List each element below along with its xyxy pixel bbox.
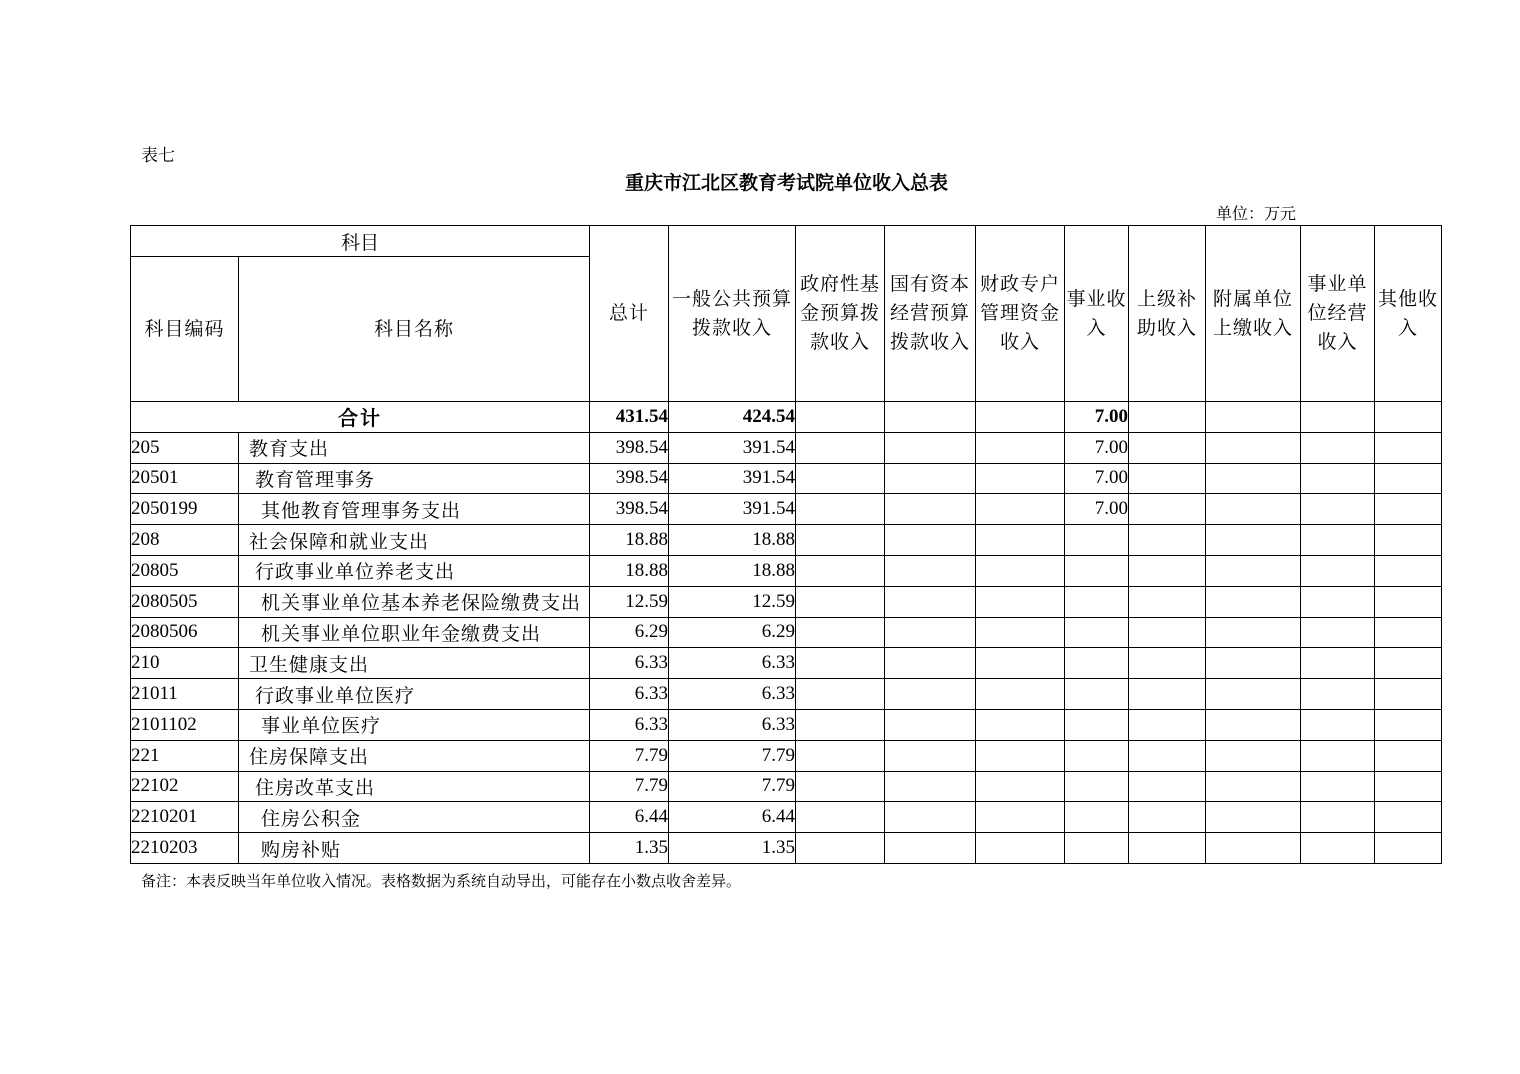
- table-row: [131, 617, 1442, 648]
- total-cell-business-income: 7.00: [1065, 402, 1129, 433]
- cell-state-capital-budget: [885, 432, 976, 463]
- cell-gov-fund-budget: [796, 555, 885, 586]
- cell-business-operation: [1301, 494, 1375, 525]
- document-title: 重庆市江北区教育考试院单位收入总表: [624, 172, 948, 194]
- cell-state-capital-budget: [885, 771, 976, 802]
- cell-superior-subsidy: [1129, 463, 1206, 494]
- cell-fiscal-special-account: [976, 432, 1065, 463]
- cell-business-income: [1065, 709, 1129, 740]
- total-cell-other-income: [1375, 402, 1442, 433]
- cell-fiscal-special-account: [976, 679, 1065, 710]
- cell-gov-fund-budget: [796, 432, 885, 463]
- cell-gov-fund-budget: [796, 494, 885, 525]
- cell-affiliated-turnover: [1206, 771, 1301, 802]
- cell-affiliated-turnover: [1206, 586, 1301, 617]
- table-row: [131, 740, 1442, 771]
- cell-gov-fund-budget: [796, 802, 885, 833]
- cell-fiscal-special-account: [976, 833, 1065, 864]
- cell-business-operation: [1301, 833, 1375, 864]
- cell-affiliated-turnover: [1206, 463, 1301, 494]
- cell-business-operation: [1301, 648, 1375, 679]
- cell-affiliated-turnover: [1206, 740, 1301, 771]
- footnote: 备注：本表反映当年单位收入情况。表格数据为系统自动导出，可能存在小数点收舍差异。: [141, 872, 742, 890]
- table-row: [131, 802, 1442, 833]
- cell-affiliated-turnover: [1206, 709, 1301, 740]
- subject-name-cell: 教育支出: [239, 432, 590, 463]
- subject-code-cell: 2101102: [131, 709, 239, 740]
- table-number-label: 表七: [141, 146, 175, 166]
- header-business-income: 事业收入: [1065, 226, 1129, 402]
- cell-affiliated-turnover: [1206, 679, 1301, 710]
- subject-name-cell: 行政事业单位养老支出: [239, 555, 590, 586]
- cell-business-operation: [1301, 617, 1375, 648]
- subject-code-cell: 221: [131, 740, 239, 771]
- cell-other-income: [1375, 432, 1442, 463]
- subject-name-cell: 教育管理事务: [239, 463, 590, 494]
- total-cell-fiscal-special-account: [976, 402, 1065, 433]
- cell-superior-subsidy: [1129, 525, 1206, 556]
- cell-other-income: [1375, 771, 1442, 802]
- cell-total: 6.33: [590, 709, 669, 740]
- cell-affiliated-turnover: [1206, 525, 1301, 556]
- cell-other-income: [1375, 833, 1442, 864]
- cell-other-income: [1375, 709, 1442, 740]
- subject-code-cell: 208: [131, 525, 239, 556]
- cell-state-capital-budget: [885, 586, 976, 617]
- cell-affiliated-turnover: [1206, 494, 1301, 525]
- table-row: [131, 709, 1442, 740]
- subject-name-cell: 住房保障支出: [239, 740, 590, 771]
- cell-general-public-budget: 6.33: [669, 709, 796, 740]
- cell-business-operation: [1301, 740, 1375, 771]
- cell-total: 18.88: [590, 555, 669, 586]
- table-row: [131, 432, 1442, 463]
- subject-name-cell: 机关事业单位基本养老保险缴费支出: [239, 586, 590, 617]
- subject-name-cell: 其他教育管理事务支出: [239, 494, 590, 525]
- table-row: [131, 494, 1442, 525]
- cell-general-public-budget: 391.54: [669, 463, 796, 494]
- total-cell-gov-fund-budget: [796, 402, 885, 433]
- cell-general-public-budget: 1.35: [669, 833, 796, 864]
- cell-superior-subsidy: [1129, 802, 1206, 833]
- cell-superior-subsidy: [1129, 586, 1206, 617]
- cell-fiscal-special-account: [976, 648, 1065, 679]
- cell-general-public-budget: 6.33: [669, 648, 796, 679]
- total-cell-total: 431.54: [590, 402, 669, 433]
- cell-total: 7.79: [590, 740, 669, 771]
- cell-business-operation: [1301, 771, 1375, 802]
- cell-gov-fund-budget: [796, 463, 885, 494]
- cell-business-operation: [1301, 432, 1375, 463]
- cell-business-operation: [1301, 679, 1375, 710]
- cell-total: 398.54: [590, 494, 669, 525]
- cell-business-income: 7.00: [1065, 463, 1129, 494]
- subject-name-cell: 住房公积金: [239, 802, 590, 833]
- header-superior-subsidy: 上级补助收入: [1129, 226, 1206, 402]
- cell-superior-subsidy: [1129, 555, 1206, 586]
- cell-gov-fund-budget: [796, 771, 885, 802]
- cell-state-capital-budget: [885, 648, 976, 679]
- cell-total: 398.54: [590, 432, 669, 463]
- cell-general-public-budget: 6.44: [669, 802, 796, 833]
- cell-business-operation: [1301, 525, 1375, 556]
- table-row: [131, 586, 1442, 617]
- table-row: [131, 679, 1442, 710]
- cell-business-income: [1065, 586, 1129, 617]
- cell-total: 6.33: [590, 679, 669, 710]
- cell-business-income: 7.00: [1065, 494, 1129, 525]
- cell-superior-subsidy: [1129, 432, 1206, 463]
- table-row: [131, 555, 1442, 586]
- cell-business-income: [1065, 648, 1129, 679]
- cell-state-capital-budget: [885, 709, 976, 740]
- cell-business-income: [1065, 771, 1129, 802]
- cell-other-income: [1375, 679, 1442, 710]
- cell-business-income: [1065, 679, 1129, 710]
- cell-state-capital-budget: [885, 679, 976, 710]
- cell-other-income: [1375, 802, 1442, 833]
- subject-code-cell: 210: [131, 648, 239, 679]
- cell-business-income: [1065, 617, 1129, 648]
- cell-superior-subsidy: [1129, 709, 1206, 740]
- header-row-top: [131, 226, 1442, 257]
- cell-business-income: [1065, 802, 1129, 833]
- cell-state-capital-budget: [885, 525, 976, 556]
- cell-superior-subsidy: [1129, 679, 1206, 710]
- subject-code-cell: 20501: [131, 463, 239, 494]
- cell-fiscal-special-account: [976, 494, 1065, 525]
- subject-name-cell: 购房补贴: [239, 833, 590, 864]
- cell-business-operation: [1301, 463, 1375, 494]
- total-cell-business-operation: [1301, 402, 1375, 433]
- cell-business-operation: [1301, 586, 1375, 617]
- cell-general-public-budget: 6.29: [669, 617, 796, 648]
- total-cell-superior-subsidy: [1129, 402, 1206, 433]
- cell-superior-subsidy: [1129, 771, 1206, 802]
- cell-state-capital-budget: [885, 463, 976, 494]
- cell-general-public-budget: 18.88: [669, 525, 796, 556]
- subject-code-cell: 2080506: [131, 617, 239, 648]
- cell-other-income: [1375, 494, 1442, 525]
- header-business-operation: 事业单位经营收入: [1301, 226, 1375, 402]
- cell-superior-subsidy: [1129, 833, 1206, 864]
- cell-fiscal-special-account: [976, 525, 1065, 556]
- cell-business-income: [1065, 833, 1129, 864]
- cell-other-income: [1375, 463, 1442, 494]
- subject-code-cell: 2080505: [131, 586, 239, 617]
- cell-affiliated-turnover: [1206, 802, 1301, 833]
- cell-other-income: [1375, 617, 1442, 648]
- cell-general-public-budget: 12.59: [669, 586, 796, 617]
- cell-business-operation: [1301, 555, 1375, 586]
- table-row: [131, 463, 1442, 494]
- total-cell-general-public-budget: 424.54: [669, 402, 796, 433]
- cell-total: 398.54: [590, 463, 669, 494]
- cell-total: 7.79: [590, 771, 669, 802]
- cell-gov-fund-budget: [796, 740, 885, 771]
- header-affiliated-turnover: 附属单位上缴收入: [1206, 226, 1301, 402]
- subject-code-cell: 205: [131, 432, 239, 463]
- cell-state-capital-budget: [885, 802, 976, 833]
- subject-code-cell: 2210201: [131, 802, 239, 833]
- subject-name-cell: 机关事业单位职业年金缴费支出: [239, 617, 590, 648]
- cell-gov-fund-budget: [796, 648, 885, 679]
- subject-code-cell: 2210203: [131, 833, 239, 864]
- cell-state-capital-budget: [885, 833, 976, 864]
- cell-gov-fund-budget: [796, 709, 885, 740]
- cell-other-income: [1375, 586, 1442, 617]
- header-other-income: 其他收入: [1375, 226, 1442, 402]
- cell-gov-fund-budget: [796, 833, 885, 864]
- cell-total: 6.29: [590, 617, 669, 648]
- cell-affiliated-turnover: [1206, 432, 1301, 463]
- header-general-public-budget: 一般公共预算拨款收入: [669, 226, 796, 402]
- cell-affiliated-turnover: [1206, 555, 1301, 586]
- table-row: [131, 525, 1442, 556]
- table-row: [131, 648, 1442, 679]
- cell-superior-subsidy: [1129, 648, 1206, 679]
- subject-name-cell: 社会保障和就业支出: [239, 525, 590, 556]
- cell-fiscal-special-account: [976, 771, 1065, 802]
- cell-business-operation: [1301, 709, 1375, 740]
- cell-affiliated-turnover: [1206, 648, 1301, 679]
- cell-state-capital-budget: [885, 740, 976, 771]
- cell-fiscal-special-account: [976, 463, 1065, 494]
- cell-business-income: [1065, 555, 1129, 586]
- header-gov-fund-budget: 政府性基金预算拨款收入: [796, 226, 885, 402]
- income-summary-table: [130, 225, 1442, 864]
- subject-code-cell: 20805: [131, 555, 239, 586]
- subject-code-cell: 21011: [131, 679, 239, 710]
- cell-fiscal-special-account: [976, 586, 1065, 617]
- cell-affiliated-turnover: [1206, 617, 1301, 648]
- cell-superior-subsidy: [1129, 740, 1206, 771]
- cell-superior-subsidy: [1129, 494, 1206, 525]
- cell-state-capital-budget: [885, 617, 976, 648]
- header-subject-code: 科目编码: [131, 257, 239, 402]
- cell-gov-fund-budget: [796, 586, 885, 617]
- cell-other-income: [1375, 525, 1442, 556]
- cell-general-public-budget: 391.54: [669, 494, 796, 525]
- cell-gov-fund-budget: [796, 525, 885, 556]
- table-row: [131, 771, 1442, 802]
- cell-state-capital-budget: [885, 555, 976, 586]
- total-cell-state-capital-budget: [885, 402, 976, 433]
- cell-business-income: 7.00: [1065, 432, 1129, 463]
- header-state-capital-budget: 国有资本经营预算拨款收入: [885, 226, 976, 402]
- cell-business-operation: [1301, 802, 1375, 833]
- cell-gov-fund-budget: [796, 679, 885, 710]
- cell-other-income: [1375, 555, 1442, 586]
- cell-superior-subsidy: [1129, 617, 1206, 648]
- cell-fiscal-special-account: [976, 555, 1065, 586]
- cell-general-public-budget: 18.88: [669, 555, 796, 586]
- total-row: [131, 402, 1442, 433]
- subject-code-cell: 2050199: [131, 494, 239, 525]
- table-body: [131, 402, 1442, 864]
- subject-code-cell: 22102: [131, 771, 239, 802]
- cell-fiscal-special-account: [976, 740, 1065, 771]
- cell-business-income: [1065, 740, 1129, 771]
- cell-state-capital-budget: [885, 494, 976, 525]
- total-label: 合计: [131, 402, 590, 433]
- subject-name-cell: 卫生健康支出: [239, 648, 590, 679]
- cell-general-public-budget: 6.33: [669, 679, 796, 710]
- cell-total: 6.33: [590, 648, 669, 679]
- cell-affiliated-turnover: [1206, 833, 1301, 864]
- cell-total: 6.44: [590, 802, 669, 833]
- cell-fiscal-special-account: [976, 617, 1065, 648]
- cell-total: 12.59: [590, 586, 669, 617]
- table-row: [131, 833, 1442, 864]
- unit-label: 单位：万元: [1216, 204, 1297, 223]
- cell-fiscal-special-account: [976, 709, 1065, 740]
- total-cell-affiliated-turnover: [1206, 402, 1301, 433]
- header-subject-name: 科目名称: [239, 257, 590, 402]
- cell-total: 18.88: [590, 525, 669, 556]
- header-total: 总计: [590, 226, 669, 402]
- cell-general-public-budget: 7.79: [669, 740, 796, 771]
- subject-name-cell: 行政事业单位医疗: [239, 679, 590, 710]
- cell-general-public-budget: 391.54: [669, 432, 796, 463]
- cell-general-public-budget: 7.79: [669, 771, 796, 802]
- cell-total: 1.35: [590, 833, 669, 864]
- cell-other-income: [1375, 648, 1442, 679]
- subject-name-cell: 住房改革支出: [239, 771, 590, 802]
- cell-business-income: [1065, 525, 1129, 556]
- header-fiscal-special-account: 财政专户管理资金收入: [976, 226, 1065, 402]
- header-subject-group: 科目: [131, 226, 590, 257]
- cell-gov-fund-budget: [796, 617, 885, 648]
- subject-name-cell: 事业单位医疗: [239, 709, 590, 740]
- cell-other-income: [1375, 740, 1442, 771]
- cell-fiscal-special-account: [976, 802, 1065, 833]
